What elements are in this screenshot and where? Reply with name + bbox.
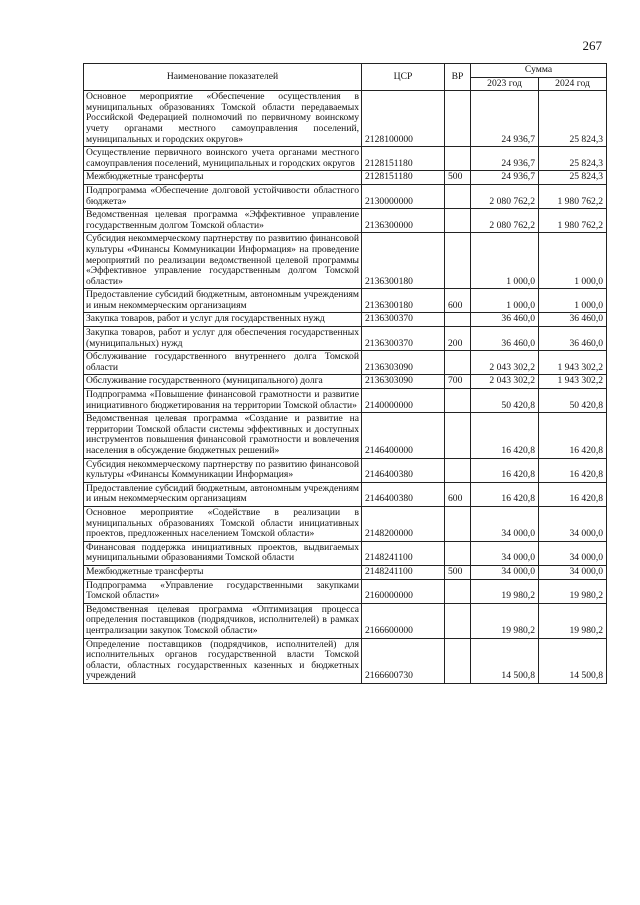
row-name: Закупка товаров, работ и услуг для государственных нужд: [84, 313, 362, 327]
row-amount-2023: 34 000,0: [471, 565, 539, 579]
row-name: Основное мероприятие «Обеспечение осуществления в муниципальных образованиях Томской области передаваемых Российской Федерацией полномочий по первичному воинскому учету органами местного самоуправления поселений, муниципальных и городских округов»: [84, 91, 362, 147]
row-name: Подпрограмма «Повышение финансовой грамотности и развитие инициативного бюджетирования на территории Томской области»: [84, 389, 362, 413]
row-name: Субсидия некоммерческому партнерству по развитию финансовой культуры «Финансы Коммуникации Информация» на проведение мероприятий по реализации ведомственной целевой программы «Эффективное управление государственным долгом Томской области»: [84, 233, 362, 289]
row-csr-code: 2166600730: [362, 638, 445, 683]
row-name: Ведомственная целевая программа «Оптимизация процесса определения поставщиков (подрядчиков, исполнителей) в рамках централизации закупок Томской области»: [84, 603, 362, 638]
row-amount-2023: 2 043 302,2: [471, 351, 539, 375]
row-vr-code: [445, 413, 471, 458]
row-amount-2024: 1 980 762,2: [539, 209, 607, 233]
row-vr-code: 500: [445, 171, 471, 185]
row-csr-code: 2136300180: [362, 233, 445, 289]
row-vr-code: 600: [445, 482, 471, 506]
table-row: [84, 289, 607, 313]
row-name: Основное мероприятие «Содействие в реализации в муниципальных образованиях Томской области инициативных проектов, предложенных населением Томской области»: [84, 506, 362, 541]
row-amount-2023: 14 500,8: [471, 638, 539, 683]
row-name: Определение поставщиков (подрядчиков, исполнителей) для исполнительных органов государственной власти Томской области, областных государственных казенных и бюджетных учреждений: [84, 638, 362, 683]
row-amount-2024: 1 943 302,2: [539, 351, 607, 375]
table-row: [84, 233, 607, 289]
row-csr-code: 2146400380: [362, 458, 445, 482]
row-amount-2024: 36 460,0: [539, 313, 607, 327]
row-amount-2024: 34 000,0: [539, 541, 607, 565]
row-vr-code: [445, 351, 471, 375]
row-amount-2024: 19 980,2: [539, 603, 607, 638]
table-row: [84, 327, 607, 351]
row-name: Обслуживание государственного внутреннего долга Томской области: [84, 351, 362, 375]
table-row: [84, 541, 607, 565]
row-amount-2023: 1 000,0: [471, 289, 539, 313]
row-csr-code: 2148241100: [362, 541, 445, 565]
header-name: Наименование показателей: [84, 64, 362, 91]
row-vr-code: [445, 209, 471, 233]
row-amount-2023: 34 000,0: [471, 541, 539, 565]
row-csr-code: 2146400000: [362, 413, 445, 458]
table-row: [84, 565, 607, 579]
row-amount-2023: 2 043 302,2: [471, 375, 539, 389]
row-csr-code: 2136300180: [362, 289, 445, 313]
table-row: [84, 482, 607, 506]
row-csr-code: 2130000000: [362, 184, 445, 208]
row-csr-code: 2128100000: [362, 91, 445, 147]
row-csr-code: 2136300370: [362, 327, 445, 351]
row-csr-code: 2128151180: [362, 147, 445, 171]
table-row: [84, 375, 607, 389]
row-amount-2023: 50 420,8: [471, 389, 539, 413]
row-csr-code: 2146400380: [362, 482, 445, 506]
table-row: [84, 413, 607, 458]
budget-table: [83, 63, 607, 684]
row-vr-code: 200: [445, 327, 471, 351]
row-vr-code: [445, 389, 471, 413]
row-vr-code: [445, 541, 471, 565]
row-amount-2023: 2 080 762,2: [471, 209, 539, 233]
table-row: [84, 603, 607, 638]
row-csr-code: 2136303090: [362, 351, 445, 375]
table-row: [84, 147, 607, 171]
table-row: [84, 579, 607, 603]
row-vr-code: [445, 579, 471, 603]
row-csr-code: 2136300370: [362, 313, 445, 327]
row-name: Закупка товаров, работ и услуг для обеспечения государственных (муниципальных) нужд: [84, 327, 362, 351]
row-vr-code: [445, 313, 471, 327]
row-name: Предоставление субсидий бюджетным, автономным учреждениям и иным некоммерческим организациям: [84, 482, 362, 506]
row-csr-code: 2136300000: [362, 209, 445, 233]
table-row: [84, 209, 607, 233]
row-amount-2023: 1 000,0: [471, 233, 539, 289]
row-name: Осуществление первичного воинского учета органами местного самоуправления поселений, муниципальных и городских округов: [84, 147, 362, 171]
row-amount-2023: 16 420,8: [471, 458, 539, 482]
table-body: [84, 91, 607, 684]
row-amount-2024: 36 460,0: [539, 327, 607, 351]
row-amount-2023: 2 080 762,2: [471, 184, 539, 208]
table-row: [84, 389, 607, 413]
row-amount-2024: 34 000,0: [539, 506, 607, 541]
row-vr-code: [445, 638, 471, 683]
row-name: Предоставление субсидий бюджетным, автономным учреждениям и иным некоммерческим организациям: [84, 289, 362, 313]
table-row: [84, 638, 607, 683]
table-row: [84, 458, 607, 482]
row-name: Подпрограмма «Обеспечение долговой устойчивости областного бюджета»: [84, 184, 362, 208]
header-year-2024: 2024 год: [539, 77, 607, 91]
row-vr-code: [445, 458, 471, 482]
row-vr-code: [445, 91, 471, 147]
row-csr-code: 2136303090: [362, 375, 445, 389]
row-amount-2024: 16 420,8: [539, 413, 607, 458]
row-csr-code: 2148200000: [362, 506, 445, 541]
row-csr-code: 2148241100: [362, 565, 445, 579]
row-vr-code: [445, 603, 471, 638]
row-vr-code: [445, 233, 471, 289]
header-vr: ВР: [445, 64, 471, 91]
table-row: [84, 171, 607, 185]
row-amount-2023: 19 980,2: [471, 603, 539, 638]
row-name: Обслуживание государственного (муниципального) долга: [84, 375, 362, 389]
row-amount-2023: 24 936,7: [471, 147, 539, 171]
row-amount-2023: 36 460,0: [471, 313, 539, 327]
row-amount-2023: 16 420,8: [471, 413, 539, 458]
row-amount-2024: 16 420,8: [539, 458, 607, 482]
row-amount-2024: 25 824,3: [539, 147, 607, 171]
table-row: [84, 313, 607, 327]
table-row: [84, 351, 607, 375]
row-amount-2024: 25 824,3: [539, 91, 607, 147]
header-csr: ЦСР: [362, 64, 445, 91]
header-sum: Сумма: [471, 64, 607, 78]
row-amount-2023: 16 420,8: [471, 482, 539, 506]
row-name: Ведомственная целевая программа «Эффективное управление государственным долгом Томской области»: [84, 209, 362, 233]
row-vr-code: 500: [445, 565, 471, 579]
row-vr-code: [445, 506, 471, 541]
row-amount-2023: 34 000,0: [471, 506, 539, 541]
row-amount-2024: 1 000,0: [539, 233, 607, 289]
row-amount-2024: 1 943 302,2: [539, 375, 607, 389]
table-row: [84, 91, 607, 147]
row-name: Финансовая поддержка инициативных проектов, выдвигаемых муниципальными образованиями Томской области: [84, 541, 362, 565]
row-csr-code: 2160000000: [362, 579, 445, 603]
row-name: Субсидия некоммерческому партнерству по развитию финансовой культуры «Финансы Коммуникации Информация»: [84, 458, 362, 482]
row-amount-2023: 36 460,0: [471, 327, 539, 351]
table-row: [84, 506, 607, 541]
row-amount-2024: 16 420,8: [539, 482, 607, 506]
row-name: Подпрограмма «Управление государственными закупками Томской области»: [84, 579, 362, 603]
header-year-2023: 2023 год: [471, 77, 539, 91]
row-amount-2024: 50 420,8: [539, 389, 607, 413]
row-vr-code: 700: [445, 375, 471, 389]
row-vr-code: 600: [445, 289, 471, 313]
row-amount-2024: 34 000,0: [539, 565, 607, 579]
row-csr-code: 2140000000: [362, 389, 445, 413]
page-number: 267: [582, 38, 602, 53]
row-name: Межбюджетные трансферты: [84, 171, 362, 185]
row-amount-2023: 19 980,2: [471, 579, 539, 603]
row-amount-2024: 14 500,8: [539, 638, 607, 683]
row-name: Ведомственная целевая программа «Создание и развитие на территории Томской области системы эффективных и доступных инструментов повышения финансовой грамотности и вовлечения населения в обсуждение бюджетных решений»: [84, 413, 362, 458]
row-amount-2023: 24 936,7: [471, 171, 539, 185]
table-header: [84, 64, 607, 91]
row-amount-2024: 25 824,3: [539, 171, 607, 185]
row-name: Межбюджетные трансферты: [84, 565, 362, 579]
table-row: [84, 184, 607, 208]
row-csr-code: 2128151180: [362, 171, 445, 185]
row-amount-2024: 1 000,0: [539, 289, 607, 313]
row-vr-code: [445, 147, 471, 171]
row-vr-code: [445, 184, 471, 208]
row-amount-2024: 1 980 762,2: [539, 184, 607, 208]
row-amount-2024: 19 980,2: [539, 579, 607, 603]
row-amount-2023: 24 936,7: [471, 91, 539, 147]
row-csr-code: 2166600000: [362, 603, 445, 638]
